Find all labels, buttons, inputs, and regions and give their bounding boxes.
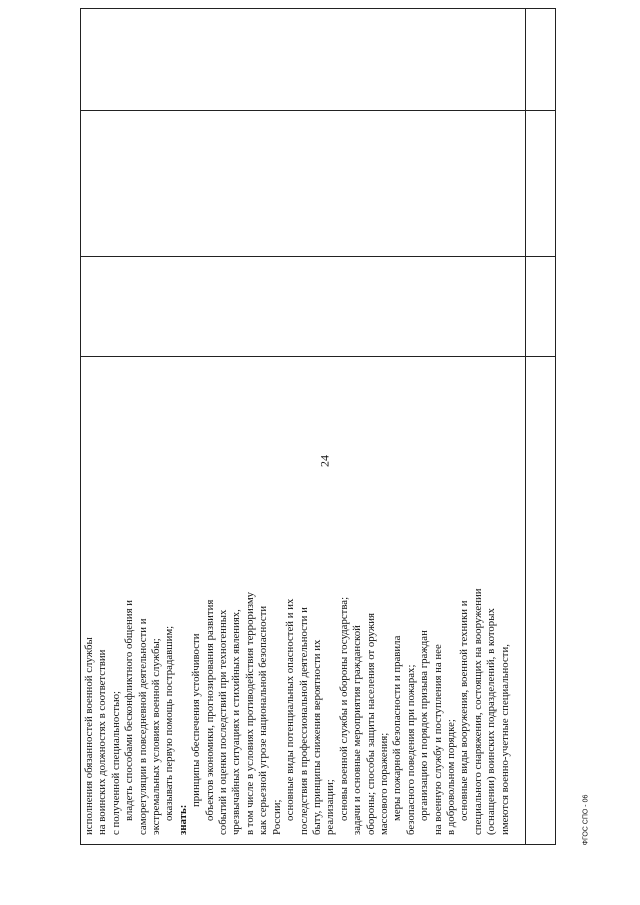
content-line: меры пожарной безопасности и правила	[390, 635, 403, 821]
table-divider-content	[525, 8, 526, 845]
content-line: знать:	[176, 804, 189, 835]
content-line: специального снаряжения, состоящих на вооружении	[471, 587, 484, 835]
table-border-bottom	[80, 844, 556, 845]
content-line: быту, принципы снижения вероятности их	[310, 639, 323, 835]
content-line: организацию и порядок призыва граждан	[417, 629, 430, 821]
footer-code: ФГОС СПО - 06	[582, 794, 590, 846]
content-text-block	[83, 11, 523, 841]
content-line: имеются военно-учетные специальности,	[498, 643, 511, 835]
content-line: исполнения обязанностей военной службы	[82, 636, 95, 835]
content-line: безопасного поведения при пожарах;	[404, 664, 417, 835]
content-line: массового поражения;	[377, 732, 390, 835]
page-number: 24	[317, 455, 332, 467]
content-line: в том числе в условиях противодействия терроризму	[243, 591, 256, 835]
content-line: на военную службу и поступления на нее	[431, 643, 444, 835]
content-line: оказывать первую помощь пострадавшим;	[162, 625, 175, 821]
content-line: объектов экономики, прогнозирования развития	[203, 599, 216, 821]
content-line: чрезвычайных ситуациях и стихийных явлениях,	[229, 608, 242, 835]
content-line: на воинских должностях в соответствии	[95, 649, 108, 835]
content-line: событий и оценки последствий при техногенных	[216, 609, 229, 835]
content-line: основные виды потенциальных опасностей и их	[283, 598, 296, 821]
content-line: задачи и основные мероприятия гражданской	[350, 624, 363, 835]
content-line: последствия в профессиональной деятельности и	[297, 606, 309, 835]
content-line: основы военной службы и обороны государства;	[337, 596, 350, 821]
content-line: принципы обеспечения устойчивости	[189, 633, 202, 807]
content-line: в добровольном порядке;	[444, 718, 457, 835]
content-line: владеть способами бесконфликтного общения и	[122, 599, 135, 821]
content-line: реализации;	[323, 778, 336, 835]
content-line: экстремальных условиях военной службы;	[149, 637, 162, 835]
content-line: России;	[270, 798, 283, 835]
content-line: основные виды вооружения, военной техники и	[457, 599, 470, 821]
content-cell	[80, 8, 525, 843]
content-line: как серьезной угрозе национальной безопасности	[256, 605, 269, 835]
content-line: саморегуляции в повседневной деятельности и	[136, 617, 149, 835]
content-line: (оснащении) воинских подразделений, в которых	[484, 607, 497, 835]
content-line: с полученной специальностью;	[109, 690, 122, 835]
table-border-right	[555, 8, 556, 845]
content-line: обороны; способы защиты населения от оружия	[364, 612, 377, 835]
